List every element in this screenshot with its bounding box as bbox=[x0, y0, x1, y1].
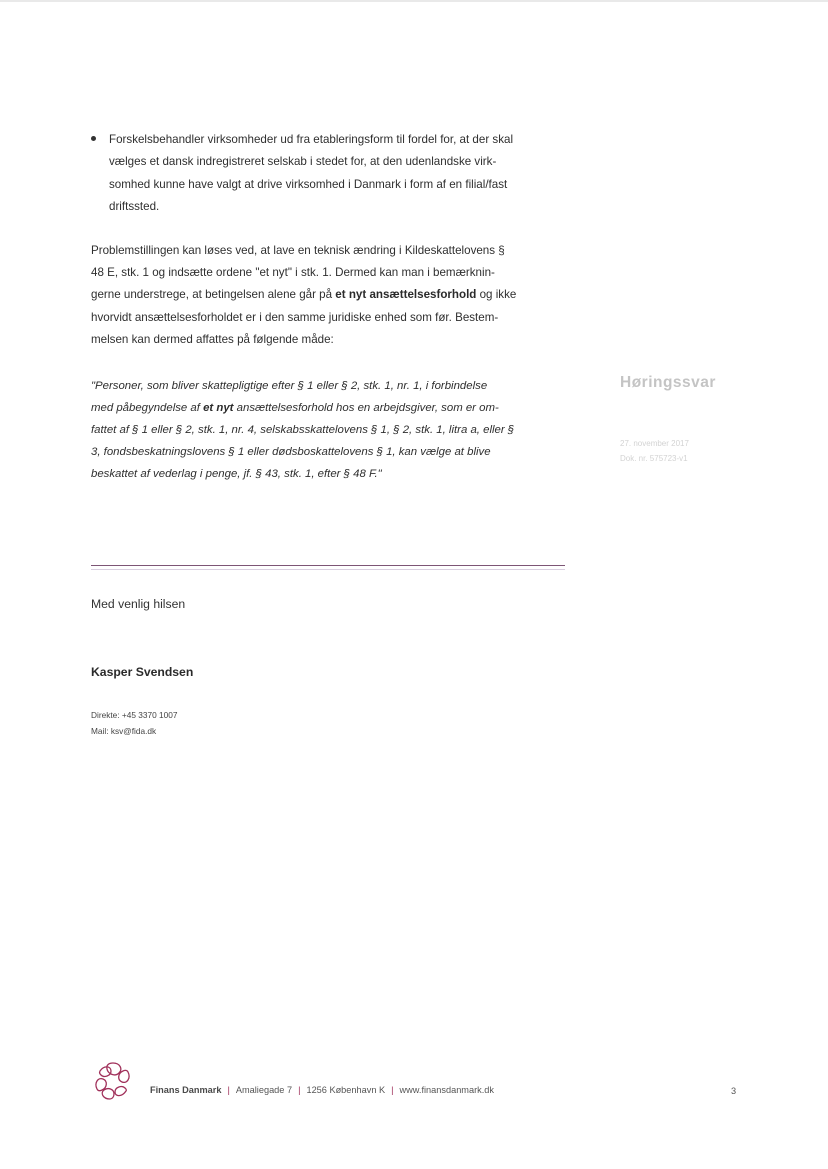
document-meta bbox=[620, 436, 790, 466]
bullet-line: somhed kunne have valgt at drive virksomhed i Danmark i form af en filial/fast bbox=[109, 177, 508, 191]
section-divider-shadow bbox=[91, 569, 565, 570]
signer-name: Kasper Svendsen bbox=[91, 665, 194, 679]
signer-contact bbox=[91, 708, 178, 739]
quote-line bbox=[91, 397, 571, 419]
paragraph-line: melsen kan dermed affattes på følgende måde: bbox=[91, 333, 334, 347]
footer-city: 1256 København K bbox=[306, 1085, 386, 1095]
email-address: Mail: ksv@fida.dk bbox=[91, 725, 157, 736]
finans-danmark-logo-icon bbox=[92, 1060, 134, 1102]
bullet-item bbox=[91, 129, 571, 219]
quote-line: beskattet af vederlag i penge, jf. § 43, stk. 1, efter § 48 F." bbox=[91, 468, 382, 481]
paragraph-line bbox=[91, 284, 571, 306]
paragraph-line: 48 E, stk. 1 og indsætte ordene "et nyt" i stk. 1. Dermed kan man i bemærknin- bbox=[91, 266, 495, 280]
quote-line: fattet af § 1 eller § 2, stk. 1, nr. 4, selskabsskattelovens § 1, § 2, stk. 1, litra a, eller § bbox=[91, 424, 515, 437]
paragraph-line: Problemstillingen kan løses ved, at lave en teknisk ændring i Kildeskattelovens § bbox=[91, 243, 505, 257]
bullet-line: Forskelsbehandler virksomheder ud fra etableringsform til fordel for, at der skal bbox=[109, 133, 514, 146]
quote-line: 3, fondsbeskatningslovens § 1 eller dødsboskattelovens § 1, kan vælge at blive bbox=[91, 446, 491, 459]
quote-emphasis: et nyt bbox=[203, 401, 234, 414]
page-top-edge bbox=[0, 0, 828, 2]
section-divider bbox=[91, 565, 565, 566]
document-date: 27. november 2017 bbox=[620, 439, 689, 448]
footer-website-link[interactable]: www.finansdanmark.dk bbox=[399, 1085, 494, 1095]
bullet-icon bbox=[91, 136, 96, 141]
letter-body bbox=[91, 129, 571, 486]
footer-separator: | bbox=[227, 1085, 230, 1095]
quote-text: ansættelsesforhold hos en arbejdsgiver, som er om- bbox=[233, 401, 499, 414]
paragraph-line: hvorvidt ansættelsesforholdet er i den samme juridiske enhed som før. Bestem- bbox=[91, 310, 499, 324]
footer-org-name: Finans Danmark bbox=[150, 1085, 222, 1095]
quote-text: med påbegyndelse af bbox=[91, 401, 204, 414]
direct-phone: Direkte: +45 3370 1007 bbox=[91, 710, 178, 720]
footer-separator: | bbox=[391, 1085, 394, 1095]
page-footer bbox=[92, 1060, 792, 1110]
page-number: 3 bbox=[731, 1086, 737, 1096]
proposed-text-quote bbox=[91, 375, 571, 486]
bullet-line: vælges et dansk indregistreret selskab i stedet for, at den udenlandske virk- bbox=[109, 155, 497, 169]
paragraph-text: og ikke bbox=[476, 288, 517, 302]
problem-paragraph bbox=[91, 240, 571, 352]
bullet-line: driftssted. bbox=[109, 200, 160, 214]
quote-line: "Personer, som bliver skattepligtige efter § 1 eller § 2, stk. 1, nr. 1, i forbindelse bbox=[91, 379, 488, 392]
paragraph-text: gerne understrege, at betingelsen alene går på bbox=[91, 288, 336, 302]
footer-street: Amaliegade 7 bbox=[235, 1085, 293, 1095]
document-sidebar bbox=[620, 374, 790, 466]
document-type-title: Høringssvar bbox=[620, 374, 716, 391]
footer-separator: | bbox=[298, 1085, 301, 1095]
document-number: Dok. nr. 575723-v1 bbox=[620, 454, 688, 463]
emphasis-text: et nyt ansættelsesforhold bbox=[335, 288, 477, 302]
closing-greeting: Med venlig hilsen bbox=[91, 597, 186, 611]
footer-address-line bbox=[150, 1085, 494, 1095]
